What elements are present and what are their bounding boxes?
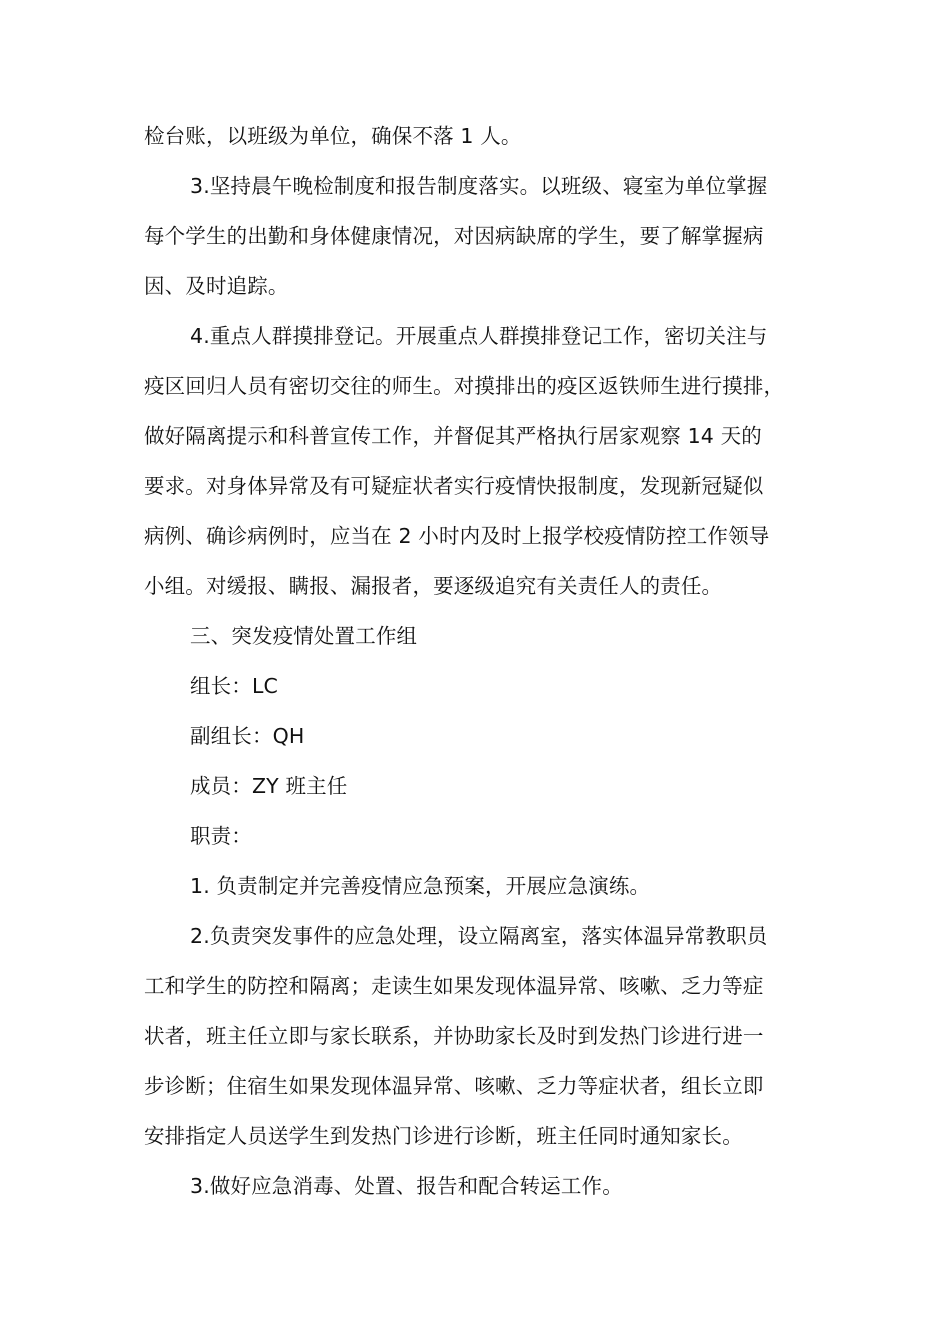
text-line: 3.做好应急消毒、处置、报告和配合转运工作。 <box>190 1174 623 1198</box>
text-line: 组长：LC <box>190 674 278 698</box>
text-line: 成员：ZY 班主任 <box>190 774 348 798</box>
text-line: 检台账，以班级为单位，确保不落 1 人。 <box>144 124 522 148</box>
text-line: 小组。对缓报、瞒报、漏报者，要逐级追究有关责任人的责任。 <box>144 574 723 598</box>
text-line: 因、及时追踪。 <box>144 274 289 298</box>
text-line: 副组长：QH <box>190 724 305 748</box>
text-line: 疫区回归人员有密切交往的师生。对摸排出的疫区返铁师生进行摸排， <box>144 374 785 398</box>
text-line: 1. 负责制定并完善疫情应急预案，开展应急演练。 <box>190 874 651 898</box>
section-heading: 三、突发疫情处置工作组 <box>190 624 418 648</box>
text-line: 要求。对身体异常及有可疑症状者实行疫情快报制度，发现新冠疑似 <box>144 474 764 498</box>
text-line: 工和学生的防控和隔离；走读生如果发现体温异常、咳嗽、乏力等症 <box>144 974 764 998</box>
text-line: 病例、确诊病例时，应当在 2 小时内及时上报学校疫情防控工作领导 <box>144 524 770 548</box>
text-line: 状者，班主任立即与家长联系，并协助家长及时到发热门诊进行进一 <box>144 1024 764 1048</box>
text-line: 4.重点人群摸排登记。开展重点人群摸排登记工作，密切关注与 <box>190 324 768 348</box>
text-line: 安排指定人员送学生到发热门诊进行诊断，班主任同时通知家长。 <box>144 1124 743 1148</box>
text-line: 3.坚持晨午晚检制度和报告制度落实。以班级、寝室为单位掌握 <box>190 174 768 198</box>
text-line: 职责： <box>190 824 252 848</box>
text-line: 2.负责突发事件的应急处理，设立隔离室，落实体温异常教职员 <box>190 924 768 948</box>
text-line: 步诊断；住宿生如果发现体温异常、咳嗽、乏力等症状者，组长立即 <box>144 1074 764 1098</box>
text-line: 每个学生的出勤和身体健康情况，对因病缺席的学生，要了解掌握病 <box>144 224 764 248</box>
text-line: 做好隔离提示和科普宣传工作，并督促其严格执行居家观察 14 天的 <box>144 424 762 448</box>
